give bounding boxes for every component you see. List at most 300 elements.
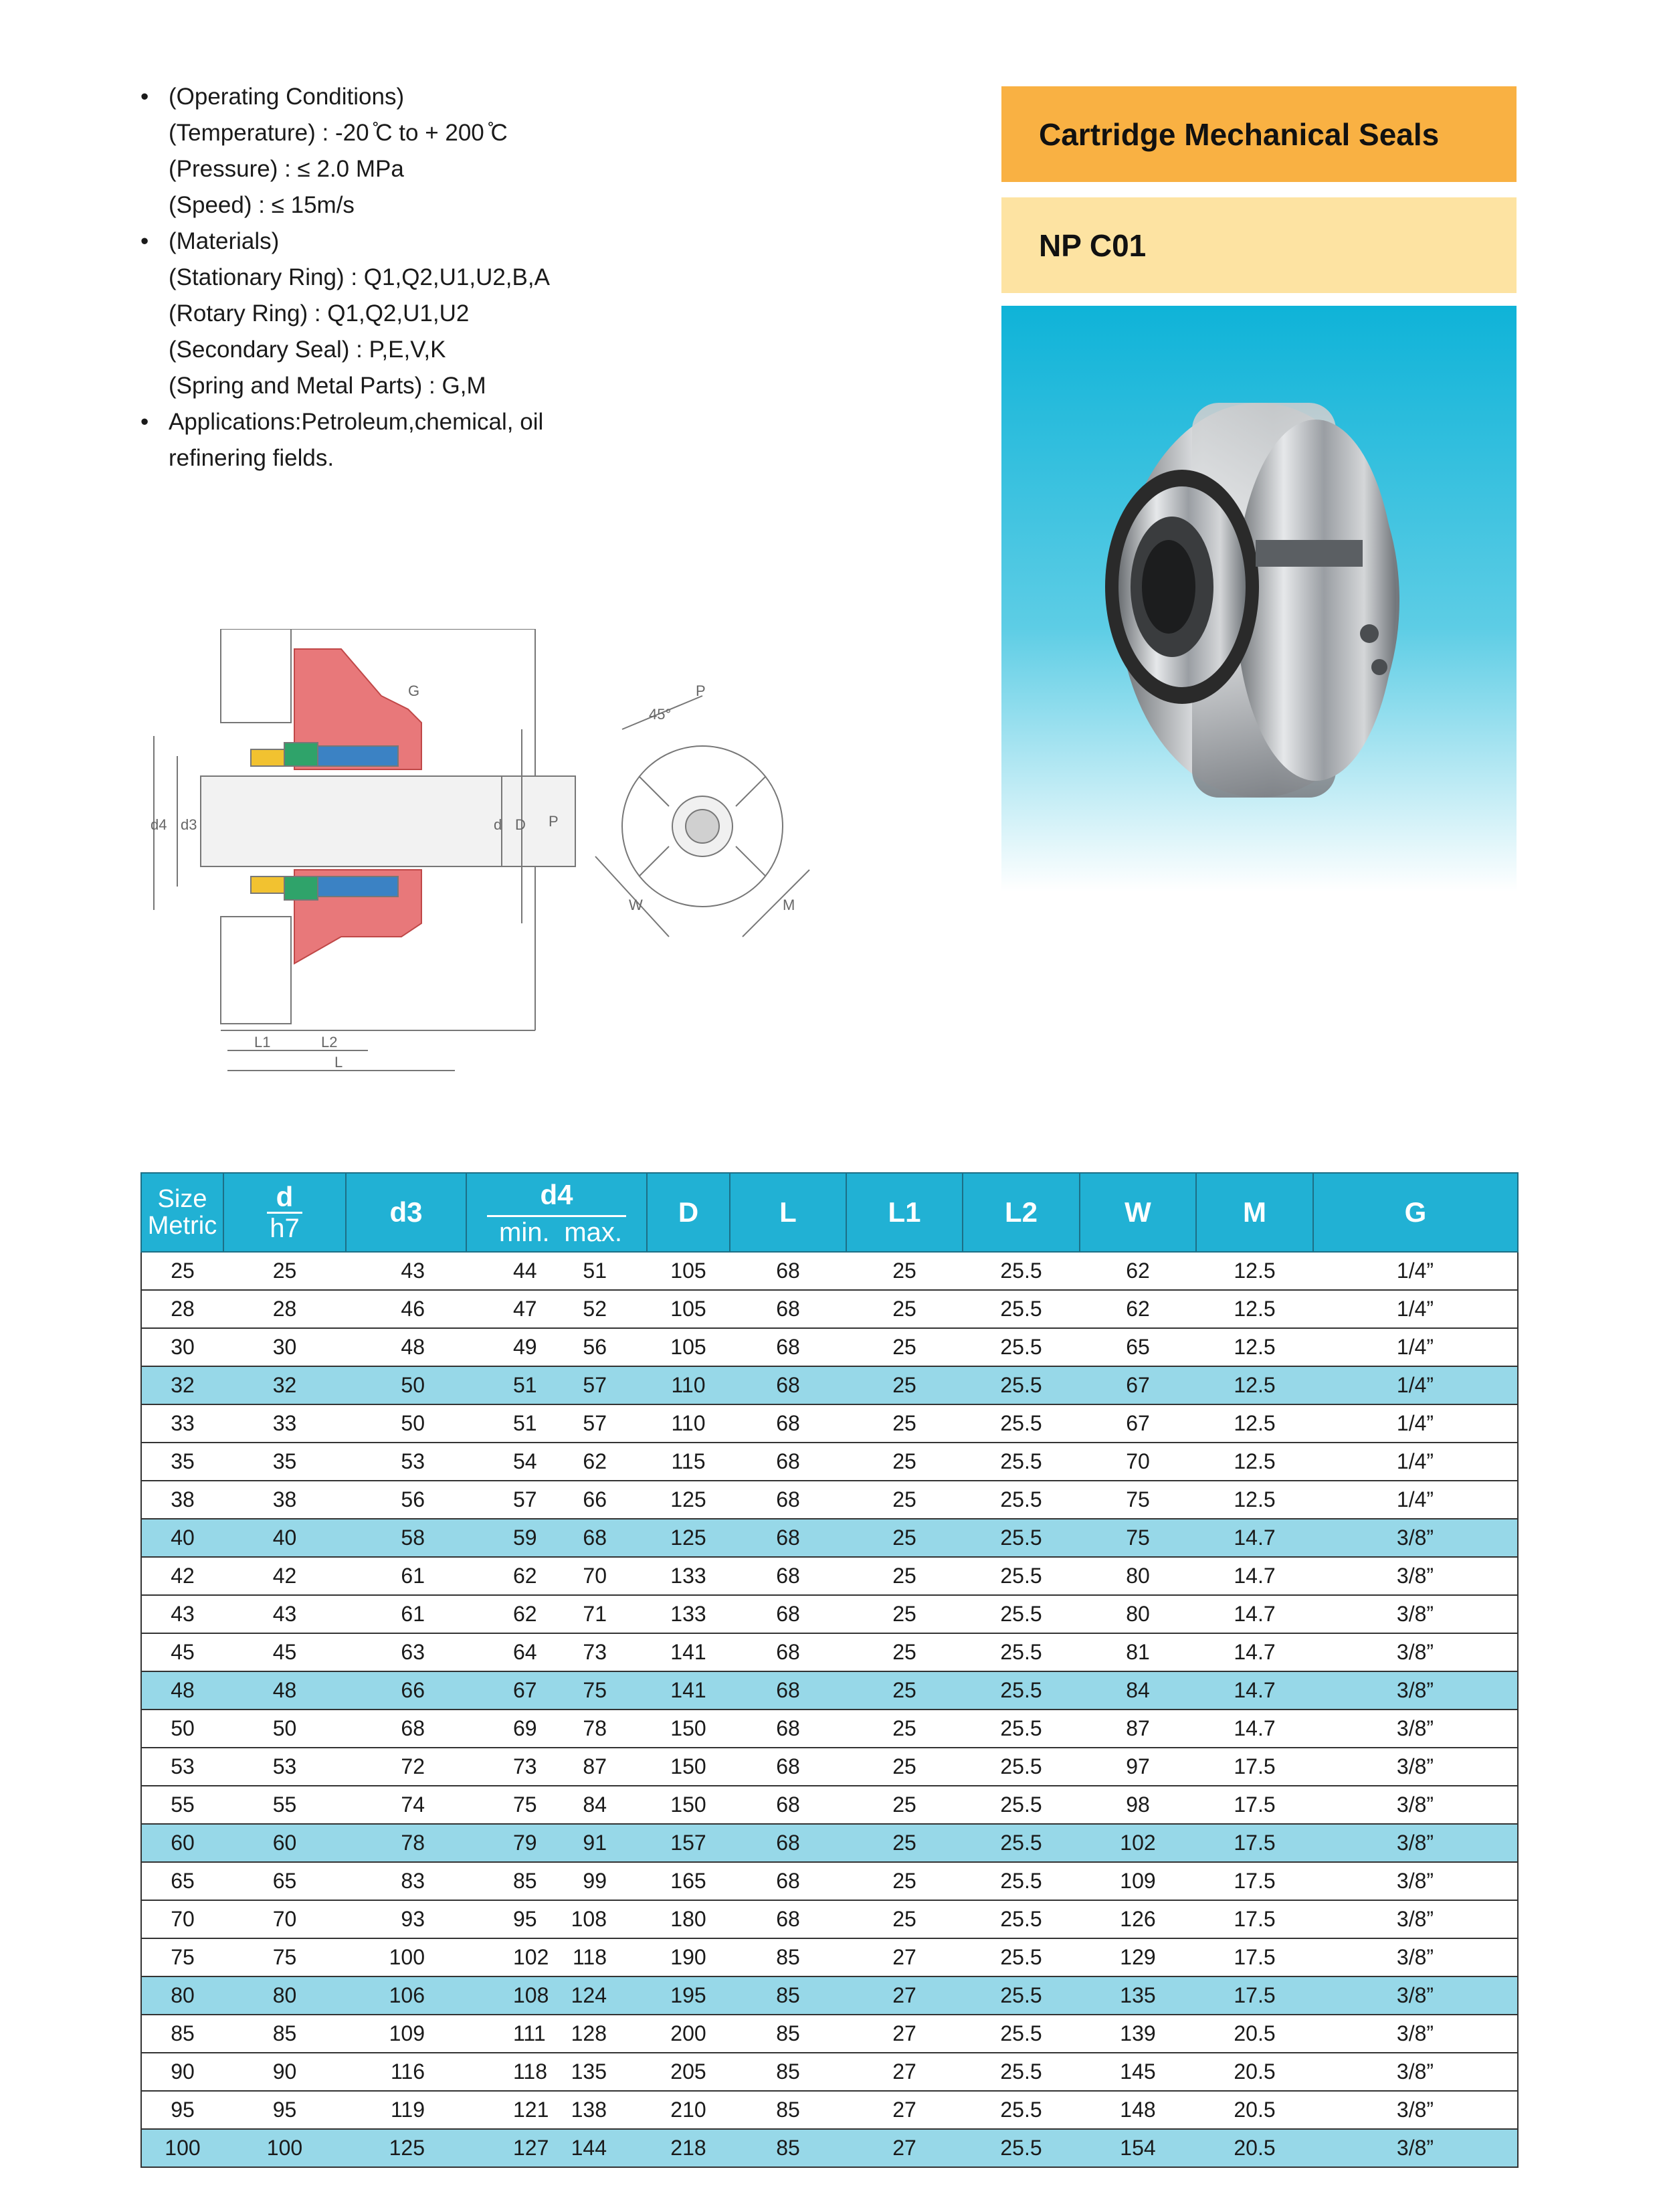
cell-l2: 25.5: [963, 2091, 1080, 2129]
cell-d3: 100: [346, 1938, 466, 1976]
cell-m: 17.5: [1196, 1824, 1313, 1862]
spec-line: (Rotary Ring) : Q1,Q2,U1,U2: [169, 300, 470, 327]
cell-d3: 50: [346, 1404, 466, 1443]
cell-w: 81: [1080, 1633, 1196, 1671]
cell-d: 205: [647, 2053, 730, 2091]
table-row: [141, 1976, 1518, 2015]
table-row: [141, 1862, 1518, 1900]
cell-m: 12.5: [1196, 1252, 1313, 1290]
cell-l: 68: [730, 1900, 846, 1938]
cell-l2: 25.5: [963, 1976, 1080, 2015]
cell-d3: 53: [346, 1443, 466, 1481]
cell-min: 57: [466, 1481, 520, 1519]
cell-l2: 25.5: [963, 1633, 1080, 1671]
cell-d: 190: [647, 1938, 730, 1976]
cell-l: 68: [730, 1671, 846, 1710]
cell-d: 115: [647, 1443, 730, 1481]
cell-l1: 25: [846, 1481, 963, 1519]
cell-l: 68: [730, 1862, 846, 1900]
cell-l: 68: [730, 1595, 846, 1633]
cell-l1: 27: [846, 1976, 963, 2015]
bullet: •: [140, 409, 149, 435]
cell-l1: 25: [846, 1404, 963, 1443]
cell-l1: 25: [846, 1633, 963, 1671]
cell-l2: 25.5: [963, 1443, 1080, 1481]
cell-g: 3/8”: [1313, 1519, 1518, 1557]
cell-max: 99: [520, 1862, 647, 1900]
cell-max: 57: [520, 1366, 647, 1404]
cell-l1: 25: [846, 1595, 963, 1633]
cell-l1: 25: [846, 1786, 963, 1824]
cell-min: 102: [466, 1938, 520, 1976]
cell-m: 17.5: [1196, 1862, 1313, 1900]
cell-w: 87: [1080, 1710, 1196, 1748]
cell-min: 59: [466, 1519, 520, 1557]
cell-max: 51: [520, 1252, 647, 1290]
cell-max: 124: [520, 1976, 647, 2015]
cell-d3: 66: [346, 1671, 466, 1710]
label-d4: d4: [151, 816, 167, 833]
cell-d: 210: [647, 2091, 730, 2129]
cell-min: 75: [466, 1786, 520, 1824]
cell-min: 62: [466, 1595, 520, 1633]
table-row: [141, 1366, 1518, 1404]
specifications: [140, 79, 876, 476]
cell-l2: 25.5: [963, 1748, 1080, 1786]
cell-size: 100: [141, 2129, 223, 2167]
cell-size: 55: [141, 1786, 223, 1824]
cell-max: 135: [520, 2053, 647, 2091]
header-G: G: [1313, 1173, 1518, 1252]
cell-d: 85: [223, 2015, 346, 2053]
cell-l: 85: [730, 2053, 846, 2091]
cell-max: 78: [520, 1710, 647, 1748]
cell-d: 150: [647, 1710, 730, 1748]
cell-d: 100: [223, 2129, 346, 2167]
table-row: [141, 1824, 1518, 1862]
cell-w: 154: [1080, 2129, 1196, 2167]
cell-min: 51: [466, 1404, 520, 1443]
end-view: [595, 696, 809, 937]
cell-min: 54: [466, 1443, 520, 1481]
cell-m: 17.5: [1196, 1786, 1313, 1824]
label-d3: d3: [181, 816, 197, 833]
cell-d3: 48: [346, 1328, 466, 1366]
header-size-top: Size: [157, 1185, 207, 1213]
cell-d3: 56: [346, 1481, 466, 1519]
cell-size: 38: [141, 1481, 223, 1519]
cell-l: 68: [730, 1481, 846, 1519]
cell-w: 65: [1080, 1328, 1196, 1366]
label-d: d: [494, 816, 502, 833]
cell-l1: 27: [846, 2091, 963, 2129]
cell-l2: 25.5: [963, 1595, 1080, 1633]
cell-min: 69: [466, 1710, 520, 1748]
cell-g: 3/8”: [1313, 2091, 1518, 2129]
cell-size: 40: [141, 1519, 223, 1557]
cell-l2: 25.5: [963, 1366, 1080, 1404]
cell-d3: 74: [346, 1786, 466, 1824]
cell-d: 42: [223, 1557, 346, 1595]
header-d-sub: h7: [270, 1213, 300, 1243]
cell-g: 3/8”: [1313, 1557, 1518, 1595]
cell-g: 3/8”: [1313, 1710, 1518, 1748]
label-l: L: [334, 1054, 343, 1071]
spec-line: (Stationary Ring) : Q1,Q2,U1,U2,B,A: [169, 264, 550, 290]
header-L: L: [730, 1173, 846, 1252]
cell-m: 20.5: [1196, 2129, 1313, 2167]
cell-g: 3/8”: [1313, 1900, 1518, 1938]
cell-g: 3/8”: [1313, 1786, 1518, 1824]
cell-d: 200: [647, 2015, 730, 2053]
cell-d: 125: [647, 1481, 730, 1519]
cell-min: 47: [466, 1290, 520, 1328]
cell-l2: 25.5: [963, 1938, 1080, 1976]
table-row: [141, 1710, 1518, 1748]
cell-min: 44: [466, 1252, 520, 1290]
cell-d3: 50: [346, 1366, 466, 1404]
label-g: G: [408, 682, 420, 699]
header-d4: [466, 1173, 647, 1252]
cell-max: 75: [520, 1671, 647, 1710]
spec-line: Applications:Petroleum,chemical, oil: [169, 409, 544, 435]
cell-d: 30: [223, 1328, 346, 1366]
cell-g: 3/8”: [1313, 1976, 1518, 2015]
cell-w: 139: [1080, 2015, 1196, 2053]
cell-l1: 27: [846, 2015, 963, 2053]
materials: [140, 223, 876, 404]
cell-g: 3/8”: [1313, 1633, 1518, 1671]
cell-max: 56: [520, 1328, 647, 1366]
cell-l1: 25: [846, 1557, 963, 1595]
spec-line: (Secondary Seal) : P,E,V,K: [169, 337, 446, 363]
header-size: [141, 1173, 223, 1252]
table-row: [141, 1404, 1518, 1443]
cell-l2: 25.5: [963, 1252, 1080, 1290]
header-d4-max: max.: [564, 1218, 622, 1247]
cell-size: 43: [141, 1595, 223, 1633]
cell-m: 12.5: [1196, 1366, 1313, 1404]
product-title: Cartridge Mechanical Seals: [1039, 116, 1440, 152]
table-row: [141, 2015, 1518, 2053]
bullet: •: [140, 228, 149, 254]
cell-m: 17.5: [1196, 1748, 1313, 1786]
cell-size: 25: [141, 1252, 223, 1290]
cell-m: 12.5: [1196, 1328, 1313, 1366]
cell-g: 3/8”: [1313, 1748, 1518, 1786]
cell-l2: 25.5: [963, 1290, 1080, 1328]
cell-l2: 25.5: [963, 1404, 1080, 1443]
cell-d3: 68: [346, 1710, 466, 1748]
cell-size: 90: [141, 2053, 223, 2091]
cell-m: 14.7: [1196, 1671, 1313, 1710]
cell-g: 3/8”: [1313, 1671, 1518, 1710]
cell-d: 105: [647, 1290, 730, 1328]
cell-l: 85: [730, 2015, 846, 2053]
cell-d: 70: [223, 1900, 346, 1938]
cell-min: 111: [466, 2015, 520, 2053]
cell-d: 43: [223, 1595, 346, 1633]
table-row: [141, 1671, 1518, 1710]
cell-l2: 25.5: [963, 2015, 1080, 2053]
cell-size: 48: [141, 1671, 223, 1710]
cell-l1: 25: [846, 1328, 963, 1366]
cell-d: 141: [647, 1633, 730, 1671]
cell-l: 85: [730, 2091, 846, 2129]
header-D: D: [647, 1173, 730, 1252]
cell-d: 33: [223, 1404, 346, 1443]
cell-max: 57: [520, 1404, 647, 1443]
cell-l2: 25.5: [963, 1481, 1080, 1519]
cell-size: 75: [141, 1938, 223, 1976]
cell-max: 91: [520, 1824, 647, 1862]
header-L2: L2: [963, 1173, 1080, 1252]
cell-d: 25: [223, 1252, 346, 1290]
cell-d: 38: [223, 1481, 346, 1519]
cell-max: 71: [520, 1595, 647, 1633]
cell-l: 68: [730, 1404, 846, 1443]
spec-line: (Spring and Metal Parts) : G,M: [169, 373, 486, 399]
cell-w: 84: [1080, 1671, 1196, 1710]
cell-d: 150: [647, 1786, 730, 1824]
cell-l1: 25: [846, 1824, 963, 1862]
table-row: [141, 1481, 1518, 1519]
cell-m: 14.7: [1196, 1633, 1313, 1671]
cell-g: 1/4”: [1313, 1252, 1518, 1290]
table-row: [141, 1938, 1518, 1976]
cell-d: 110: [647, 1404, 730, 1443]
header-d4-label: d4: [540, 1179, 573, 1210]
cell-m: 12.5: [1196, 1443, 1313, 1481]
bullet: •: [140, 84, 149, 110]
table-row: [141, 1557, 1518, 1595]
cell-size: 45: [141, 1633, 223, 1671]
cell-m: 17.5: [1196, 1976, 1313, 2015]
table-row: [141, 1786, 1518, 1824]
cell-d: 125: [647, 1519, 730, 1557]
cell-max: 128: [520, 2015, 647, 2053]
cell-max: 73: [520, 1633, 647, 1671]
cell-max: 108: [520, 1900, 647, 1938]
cell-m: 20.5: [1196, 2053, 1313, 2091]
cell-g: 3/8”: [1313, 2015, 1518, 2053]
cell-d: 105: [647, 1252, 730, 1290]
cell-d: 32: [223, 1366, 346, 1404]
cell-l2: 25.5: [963, 1710, 1080, 1748]
label-p-top: P: [696, 682, 706, 699]
cell-g: 3/8”: [1313, 2053, 1518, 2091]
header-d3: d3: [346, 1173, 466, 1252]
table-row: [141, 1290, 1518, 1328]
cell-size: 65: [141, 1862, 223, 1900]
cell-d: 157: [647, 1824, 730, 1862]
cell-d3: 83: [346, 1862, 466, 1900]
cell-max: 84: [520, 1786, 647, 1824]
cell-d3: 93: [346, 1900, 466, 1938]
cell-w: 135: [1080, 1976, 1196, 2015]
cell-min: 73: [466, 1748, 520, 1786]
cell-d3: 61: [346, 1557, 466, 1595]
cell-min: 67: [466, 1671, 520, 1710]
applications: [140, 404, 876, 476]
cell-d3: 58: [346, 1519, 466, 1557]
cell-size: 42: [141, 1557, 223, 1595]
technical-drawing: [140, 629, 856, 1084]
cell-g: 1/4”: [1313, 1404, 1518, 1443]
cell-l2: 25.5: [963, 1328, 1080, 1366]
spec-line: refinering fields.: [169, 445, 334, 471]
cell-d3: 109: [346, 2015, 466, 2053]
cell-l1: 25: [846, 1671, 963, 1710]
cell-l2: 25.5: [963, 1862, 1080, 1900]
cell-l: 68: [730, 1557, 846, 1595]
cell-min: 127: [466, 2129, 520, 2167]
cell-l1: 25: [846, 1519, 963, 1557]
cell-m: 14.7: [1196, 1519, 1313, 1557]
cell-l: 68: [730, 1519, 846, 1557]
spec-line: (Pressure) : ≤ 2.0 MPa: [169, 156, 404, 182]
cell-d3: 43: [346, 1252, 466, 1290]
cell-l2: 25.5: [963, 1671, 1080, 1710]
spec-line: (Speed) : ≤ 15m/s: [169, 192, 355, 218]
label-w: W: [629, 897, 643, 913]
cell-d3: 63: [346, 1633, 466, 1671]
cell-d: 35: [223, 1443, 346, 1481]
cell-min: 79: [466, 1824, 520, 1862]
cell-m: 14.7: [1196, 1595, 1313, 1633]
cell-l1: 25: [846, 1443, 963, 1481]
cell-l: 85: [730, 1938, 846, 1976]
cell-d: 60: [223, 1824, 346, 1862]
cell-d: 48: [223, 1671, 346, 1710]
section-view: [154, 629, 575, 1071]
header-size-bottom: Metric: [147, 1212, 217, 1240]
cell-g: 1/4”: [1313, 1290, 1518, 1328]
cell-l2: 25.5: [963, 1557, 1080, 1595]
cell-l1: 25: [846, 1366, 963, 1404]
header-W: W: [1080, 1173, 1196, 1252]
cell-d: 80: [223, 1976, 346, 2015]
cell-min: 118: [466, 2053, 520, 2091]
spec-line: (Operating Conditions): [169, 84, 405, 110]
cell-m: 14.7: [1196, 1557, 1313, 1595]
cell-d: 141: [647, 1671, 730, 1710]
cell-l1: 27: [846, 2053, 963, 2091]
table-row: [141, 1443, 1518, 1481]
cell-d: 75: [223, 1938, 346, 1976]
cell-d: 110: [647, 1366, 730, 1404]
cell-d: 195: [647, 1976, 730, 2015]
cell-min: 64: [466, 1633, 520, 1671]
cell-max: 138: [520, 2091, 647, 2129]
table-row: [141, 1252, 1518, 1290]
cell-g: 1/4”: [1313, 1481, 1518, 1519]
cell-min: 85: [466, 1862, 520, 1900]
cell-l: 68: [730, 1786, 846, 1824]
cell-max: 68: [520, 1519, 647, 1557]
model-number: NP C01: [1039, 227, 1147, 263]
table-row: [141, 1633, 1518, 1671]
cell-w: 148: [1080, 2091, 1196, 2129]
cell-d: 218: [647, 2129, 730, 2167]
cell-d: 40: [223, 1519, 346, 1557]
cell-w: 80: [1080, 1557, 1196, 1595]
cell-size: 50: [141, 1710, 223, 1748]
cell-max: 52: [520, 1290, 647, 1328]
cell-size: 85: [141, 2015, 223, 2053]
label-m: M: [783, 897, 795, 913]
cell-l: 68: [730, 1366, 846, 1404]
cell-l: 68: [730, 1824, 846, 1862]
cell-l1: 25: [846, 1748, 963, 1786]
cell-l: 85: [730, 1976, 846, 2015]
label-l2: L2: [321, 1034, 338, 1050]
cell-g: 1/4”: [1313, 1328, 1518, 1366]
cell-max: 70: [520, 1557, 647, 1595]
cell-d: 90: [223, 2053, 346, 2091]
cell-w: 129: [1080, 1938, 1196, 1976]
cell-l1: 25: [846, 1900, 963, 1938]
cell-l1: 27: [846, 1938, 963, 1976]
cell-size: 28: [141, 1290, 223, 1328]
cell-m: 20.5: [1196, 2091, 1313, 2129]
cell-d: 95: [223, 2091, 346, 2129]
cell-size: 70: [141, 1900, 223, 1938]
cell-d: 105: [647, 1328, 730, 1366]
operating-conditions: [140, 79, 876, 223]
cell-max: 62: [520, 1443, 647, 1481]
cell-l2: 25.5: [963, 2053, 1080, 2091]
cell-g: 3/8”: [1313, 1595, 1518, 1633]
cell-l1: 25: [846, 1252, 963, 1290]
cell-w: 67: [1080, 1404, 1196, 1443]
cell-max: 87: [520, 1748, 647, 1786]
cell-min: 62: [466, 1557, 520, 1595]
cell-l2: 25.5: [963, 1519, 1080, 1557]
label-p: P: [549, 813, 559, 830]
cell-size: 60: [141, 1824, 223, 1862]
cell-d: 133: [647, 1557, 730, 1595]
table-header-row: [141, 1173, 1518, 1252]
header-d-label: d: [267, 1182, 303, 1214]
label-D: D: [515, 816, 526, 833]
cell-w: 102: [1080, 1824, 1196, 1862]
cell-d3: 119: [346, 2091, 466, 2129]
cell-d3: 72: [346, 1748, 466, 1786]
cell-d: 50: [223, 1710, 346, 1748]
cell-l: 68: [730, 1633, 846, 1671]
cell-d: 165: [647, 1862, 730, 1900]
cell-m: 14.7: [1196, 1710, 1313, 1748]
cell-l2: 25.5: [963, 1786, 1080, 1824]
cell-size: 30: [141, 1328, 223, 1366]
cell-l: 68: [730, 1443, 846, 1481]
cell-l1: 27: [846, 2129, 963, 2167]
cell-d: 28: [223, 1290, 346, 1328]
cell-l: 68: [730, 1290, 846, 1328]
cell-l: 68: [730, 1748, 846, 1786]
header-L1: L1: [846, 1173, 963, 1252]
model-banner: [1001, 197, 1517, 293]
cell-m: 12.5: [1196, 1290, 1313, 1328]
cell-d: 65: [223, 1862, 346, 1900]
cell-w: 145: [1080, 2053, 1196, 2091]
product-title-banner: [1001, 86, 1517, 182]
cell-g: 3/8”: [1313, 1824, 1518, 1862]
cell-d: 45: [223, 1633, 346, 1671]
cell-min: 95: [466, 1900, 520, 1938]
cell-l2: 25.5: [963, 1900, 1080, 1938]
